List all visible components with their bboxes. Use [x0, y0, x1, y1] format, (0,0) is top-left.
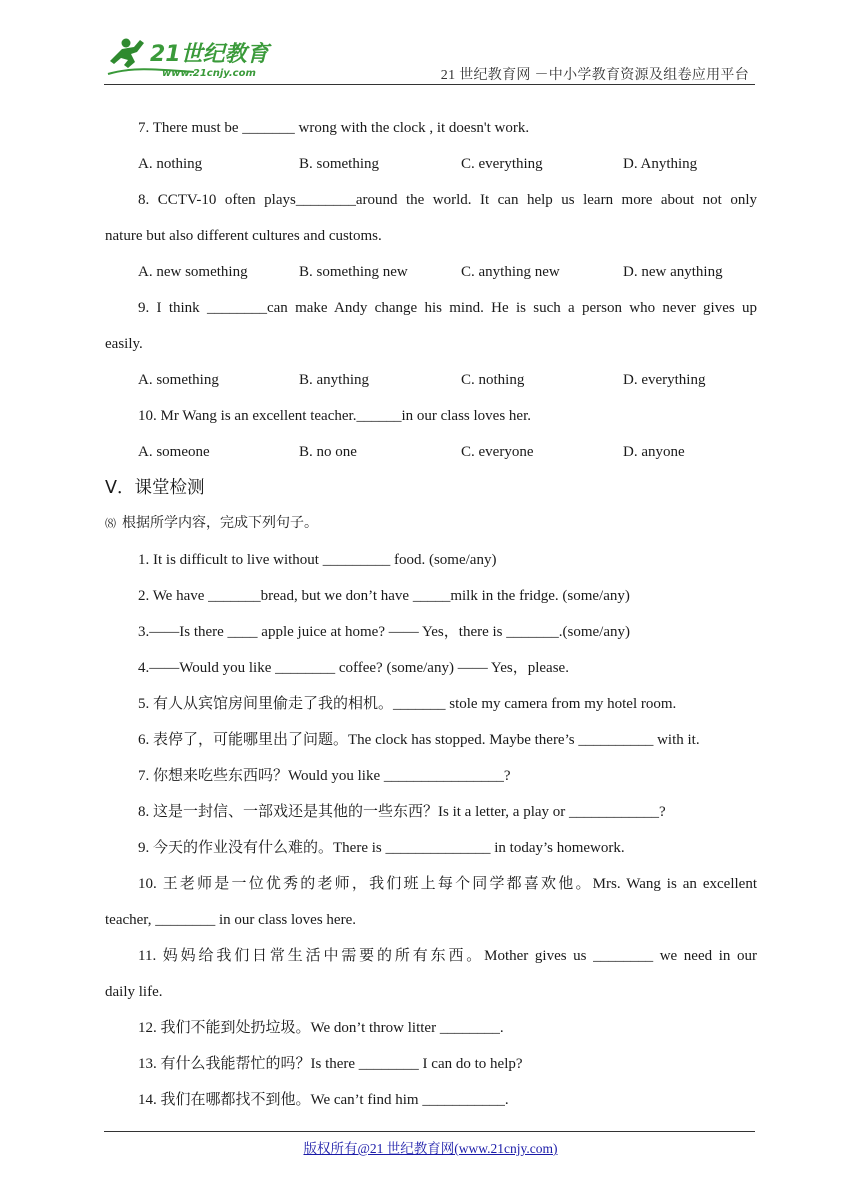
question-stem: 7. There must be _______ wrong with the clock , it doesn't work.: [138, 120, 530, 136]
option-d: D. anyone: [623, 444, 685, 460]
logo-text: 21世纪教育: [150, 42, 269, 67]
option-b: B. something new: [299, 264, 408, 280]
fill-item: 5. 有人从宾馆房间里偷走了我的相机。_______ stole my camera from my hotel room.: [138, 696, 677, 712]
header-divider: [104, 84, 755, 85]
fill-item-cont: teacher, ________ in our class loves here.: [105, 912, 356, 928]
question-stem-cont: nature but also different cultures and customs.: [105, 228, 382, 244]
option-b: B. no one: [299, 444, 357, 460]
option-b: B. anything: [299, 372, 369, 388]
section-instruction: [105, 506, 757, 542]
site-tagline: 21 世纪教育网 －中小学教育资源及组卷应用平台: [440, 68, 749, 83]
page-body: [105, 110, 757, 1118]
option-c: C. everyone: [461, 444, 534, 460]
option-d: D. everything: [623, 372, 706, 388]
option-c: C. anything new: [461, 264, 560, 280]
fill-item: 4.——Would you like ________ coffee? (some/any) —— Yes，please.: [138, 660, 569, 676]
fill-item: 9. 今天的作业没有什么难的。There is ______________ in today’s homework.: [138, 840, 625, 856]
option-a: A. something: [138, 372, 219, 388]
fill-item: 10. 王老师是一位优秀的老师，我们班上每个同学都喜欢他。Mrs. Wang is an excellent: [138, 876, 757, 892]
fill-item: 3.——Is there ____ apple juice at home? —— Yes，there is _______.(some/any): [138, 624, 630, 640]
option-b: B. something: [299, 156, 380, 172]
logo-url: www.21cnjy.com: [162, 68, 256, 79]
option-row: [105, 362, 757, 398]
fill-item: 7. 你想来吃些东西吗？Would you like ________________?: [138, 768, 511, 784]
option-d: D. Anything: [623, 156, 698, 172]
instruction-number: ⑻: [105, 518, 116, 530]
question-stem-cont: easily.: [105, 336, 143, 352]
option-row: [105, 146, 757, 182]
fill-item: 1. It is difficult to live without _________ food. (some/any): [138, 552, 497, 568]
option-a: A. nothing: [138, 156, 203, 172]
fill-item: 13. 有什么我能帮忙的吗？Is there ________ I can do to help?: [138, 1056, 523, 1072]
fill-item: 6. 表停了，可能哪里出了问题。The clock has stopped. Maybe there’s __________ with it.: [138, 732, 700, 748]
question-stem: 9. I think ________can make Andy change his mind. He is such a person who never gives up: [138, 300, 757, 316]
option-c: C. nothing: [461, 372, 525, 388]
fill-item-cont: daily life.: [105, 984, 163, 1000]
fill-item: 12. 我们不能到处扔垃圾。We don’t throw litter ________.: [138, 1020, 504, 1036]
option-a: A. new something: [138, 264, 248, 280]
fill-item: 2. We have _______bread, but we don’t have _____milk in the fridge. (some/any): [138, 588, 630, 604]
fill-item: 8. 这是一封信、一部戏还是其他的一些东西？Is it a letter, a play or ____________?: [138, 804, 666, 820]
instruction-text: 根据所学内容，完成下列句子。: [122, 516, 318, 531]
footer: [0, 1137, 861, 1157]
site-logo: [104, 34, 284, 82]
copyright-link[interactable]: 版权所有@21 世纪教育网(www.21cnjy.com): [303, 1141, 558, 1156]
question-stem: 10. Mr Wang is an excellent teacher.______in our class loves her.: [138, 408, 531, 424]
footer-divider: [104, 1131, 755, 1132]
section-heading: Ⅴ．课堂检测: [105, 478, 205, 498]
option-row: [105, 254, 757, 290]
option-d: D. new anything: [623, 264, 723, 280]
option-a: A. someone: [138, 444, 210, 460]
fill-item: 11. 妈妈给我们日常生活中需要的所有东西。Mother gives us ________ we need in our: [138, 948, 757, 964]
option-row: [105, 434, 757, 470]
option-c: C. everything: [461, 156, 543, 172]
question-stem: 8. CCTV-10 often plays________around the world. It can help us learn more about not only: [138, 192, 757, 208]
fill-item: 14. 我们在哪都找不到他。We can’t find him ___________.: [138, 1092, 509, 1108]
